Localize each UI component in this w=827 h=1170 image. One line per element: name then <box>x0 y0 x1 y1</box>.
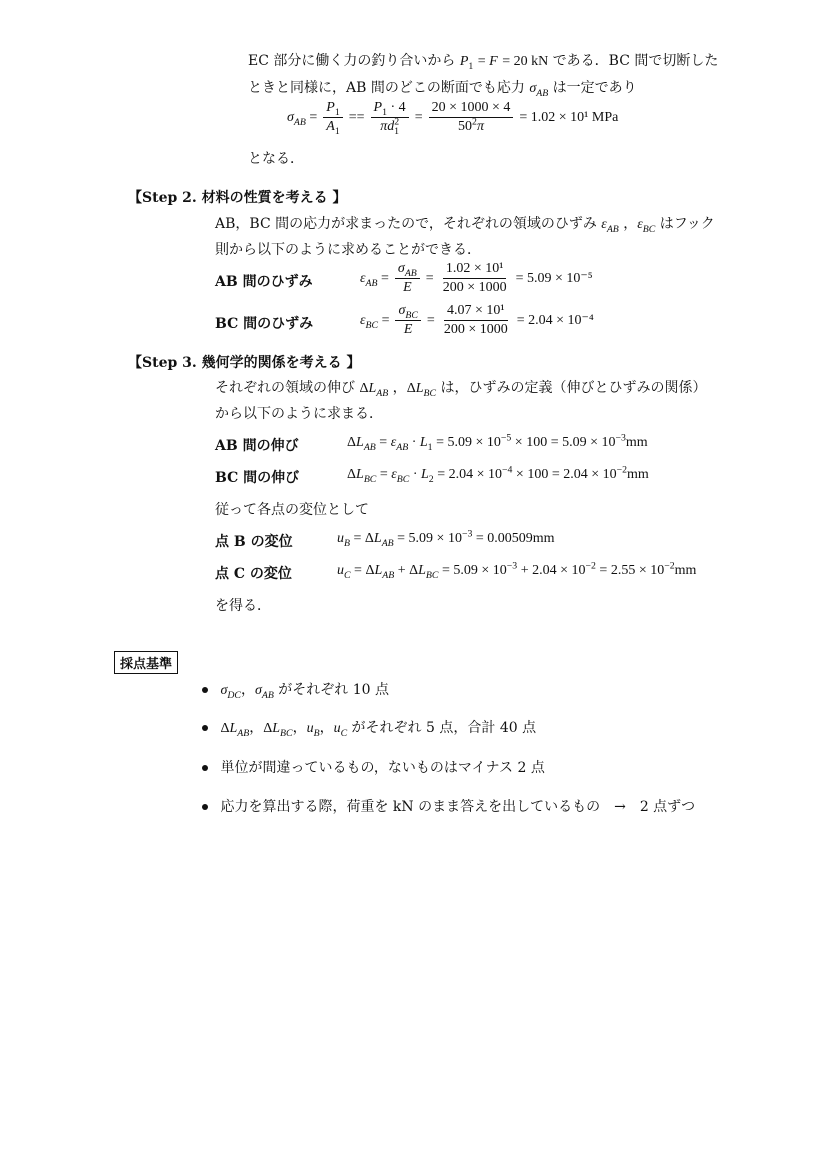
ab-elongation-label: AB 間の伸び <box>215 438 299 454</box>
bc-elongation-label: BC 間の伸び <box>215 470 300 486</box>
ab-strain-label: AB 間のひずみ <box>215 274 313 290</box>
step2-desc-2: 則から以下のように求めることができる． <box>215 242 481 258</box>
ab-strain-equation: $\varepsilon_{AB}$ = $\frac{\sigma_{AB}}{E}$ = $\frac{\text{1.02 × 10¹}}{200 \times 1000}$ = 5.09 × 10⁻⁵ <box>360 261 593 296</box>
intro-line-2: ときと同様に，AB 間のどこの断面でも応力 $\sigma_{AB}$ は一定であり <box>248 80 637 99</box>
sigma-ab-result: = 1.02 × 10¹ MPa <box>519 109 619 125</box>
b-displacement-equation: $u_B = \Delta L_{AB} = 5.09 \times 10^{-3} = 0.00509mm$ <box>337 528 555 549</box>
bullet-icon <box>202 765 208 771</box>
step3-desc-2: から以下のように求まる． <box>215 406 383 422</box>
bullet-icon <box>202 725 208 731</box>
criteria-item-2: $\Delta L_{AB}$，$\Delta L_{BC}$，$u_B$，$u_C$ がそれぞれ 5 点，合計 40 点 <box>202 717 536 737</box>
step2-desc-1: AB，BC 間の応力が求まったので，それぞれの領域のひずみ $\varepsilon_{AB}$ ，$\varepsilon_{BC}$ はフック <box>215 216 715 235</box>
bullet-icon <box>202 687 208 693</box>
bc-strain-result: = 2.04 × 10⁻⁴ <box>516 313 594 329</box>
ab-elongation-equation: $\Delta L_{AB} = \varepsilon_{AB} \cdot L_1 = 5.09 \times 10^{-5} \times 100 = 5.09 \times 10^{-3}mm$ <box>347 432 648 453</box>
step3-desc-1: それぞれの領域の伸び $\Delta L_{AB}$ ，$\Delta L_{BC}$ は，ひずみの定義（伸びとひずみの関係） <box>215 380 707 399</box>
intro-line-1: EC 部分に働く力の釣り合いから $P_1 = F = 20$ kN である．BC 間で切断した <box>248 53 719 72</box>
bc-strain-equation: $\varepsilon_{BC}$ = $\frac{\sigma_{BC}}{E}$ = $\frac{\text{4.07 × 10¹}}{200 \times 1000}$ = 2.04 × 10⁻⁴ <box>360 303 594 338</box>
c-displacement-label: 点 C の変位 <box>215 566 292 582</box>
step3-heading: 【Step 3. 幾何学的関係を考える 】 <box>128 355 361 371</box>
bullet-icon <box>202 804 208 810</box>
criteria-item-3: 単位が間違っているもの，ないものはマイナス 2 点 <box>202 757 545 777</box>
follow-text: 従って各点の変位として <box>215 502 369 518</box>
intro-line-3: となる． <box>248 151 304 167</box>
bc-strain-label: BC 間のひずみ <box>215 316 314 332</box>
step2-heading: 【Step 2. 材料の性質を考える 】 <box>128 190 347 206</box>
criteria-title: 採点基準 <box>114 651 178 674</box>
criteria-item-4: 応力を算出する際，荷重を kN のまま答えを出しているもの → 2 点ずつ <box>202 796 695 816</box>
step3-end: を得る． <box>215 598 271 614</box>
sigma-ab-equation: $\sigma_{AB}$ = $\frac{P_1}{A_1}$ == $\frac{P_1 \cdot 4}{\pi d^2_1}$ = $\frac{20 \times 1000 \times 4}{50^2\pi}$ = 1.02 × 10¹ MPa <box>287 100 619 137</box>
criteria-item-1: $\sigma_{DC}$，$\sigma_{AB}$ がそれぞれ 10 点 <box>202 679 389 699</box>
bc-elongation-equation: $\Delta L_{BC} = \varepsilon_{BC} \cdot L_2 = 2.04 \times 10^{-4} \times 100 = 2.04 \times 10^{-2}mm$ <box>347 464 649 485</box>
b-displacement-label: 点 B の変位 <box>215 534 293 550</box>
ab-strain-result: = 5.09 × 10⁻⁵ <box>515 271 593 287</box>
c-displacement-equation: $u_C = \Delta L_{AB} + \Delta L_{BC} = 5.09 \times 10^{-3} + 2.04 \times 10^{-2} = 2.55 \times 10^{-2}mm$ <box>337 560 697 581</box>
